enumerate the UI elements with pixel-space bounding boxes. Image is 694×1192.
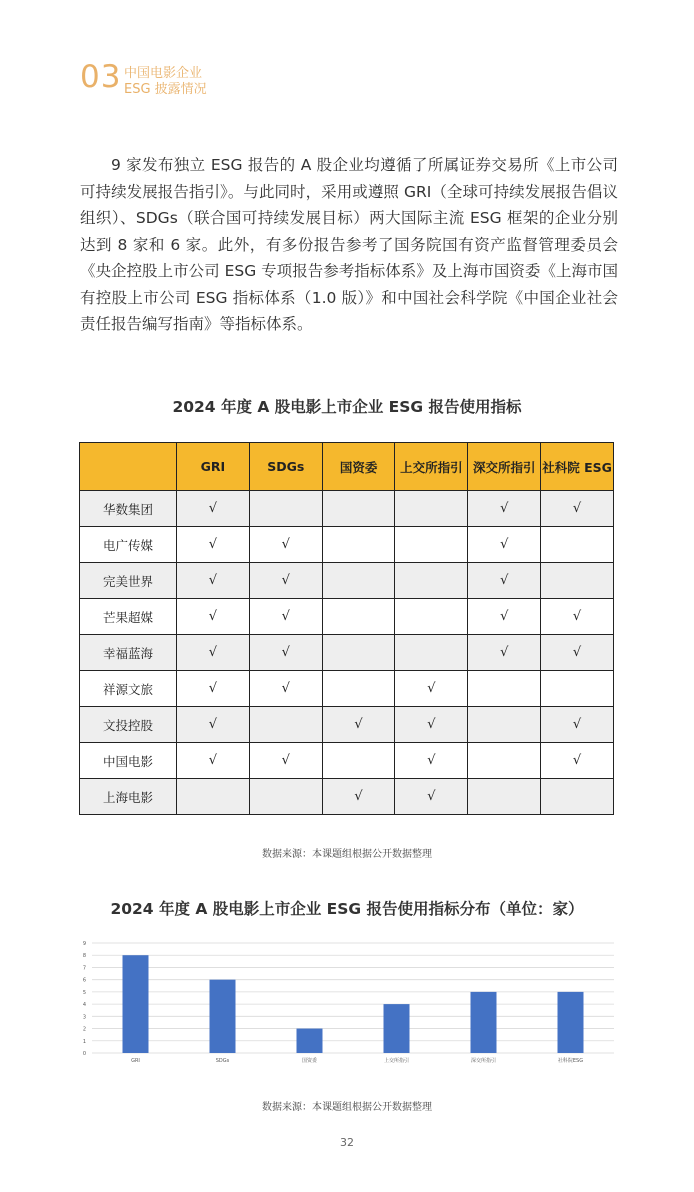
chapter-number: 03 xyxy=(80,59,122,95)
indicator-cell xyxy=(468,779,541,815)
indicator-cell: √ xyxy=(322,707,395,743)
indicator-cell: √ xyxy=(541,707,614,743)
table-header-cell: 社科院 ESG xyxy=(541,443,614,491)
indicator-cell xyxy=(249,779,322,815)
bar xyxy=(558,992,584,1053)
indicator-cell: √ xyxy=(177,527,250,563)
table-header-row xyxy=(80,443,614,491)
indicator-cell: √ xyxy=(468,599,541,635)
indicator-cell xyxy=(541,527,614,563)
x-tick-label: 上交所指引 xyxy=(383,1058,410,1064)
indicator-cell: √ xyxy=(468,491,541,527)
company-name-cell: 华数集团 xyxy=(80,491,177,527)
bar xyxy=(297,1029,323,1053)
company-name-cell: 中国电影 xyxy=(80,743,177,779)
chapter-title-line2: ESG 披露情况 xyxy=(124,82,207,97)
table-row xyxy=(80,671,614,707)
indicator-cell: √ xyxy=(177,743,250,779)
y-tick-label: 5 xyxy=(82,989,86,996)
indicator-table xyxy=(79,442,614,815)
indicator-cell xyxy=(468,707,541,743)
indicator-cell: √ xyxy=(177,707,250,743)
chart-source-note: 数据来源：本课题组根据公开数据整理 xyxy=(262,1102,432,1113)
table-header-cell: SDGs xyxy=(249,443,322,491)
indicator-cell xyxy=(322,527,395,563)
bar xyxy=(123,955,149,1053)
indicator-cell xyxy=(395,491,468,527)
indicator-cell: √ xyxy=(395,671,468,707)
table-row xyxy=(80,527,614,563)
bar xyxy=(471,992,497,1053)
indicator-cell xyxy=(468,743,541,779)
y-tick-label: 1 xyxy=(82,1038,86,1045)
indicator-cell xyxy=(322,635,395,671)
chart-title: 2024 年度 A 股电影上市企业 ESG 报告使用指标分布（单位：家） xyxy=(110,900,584,918)
table-row xyxy=(80,779,614,815)
table-header-cell: 国资委 xyxy=(322,443,395,491)
indicator-cell: √ xyxy=(541,599,614,635)
indicator-cell: √ xyxy=(395,779,468,815)
indicator-cell xyxy=(395,527,468,563)
indicator-cell: √ xyxy=(541,635,614,671)
company-name-cell: 上海电影 xyxy=(80,779,177,815)
indicator-cell xyxy=(249,707,322,743)
y-tick-label: 6 xyxy=(82,977,86,984)
indicator-cell: √ xyxy=(541,743,614,779)
indicator-cell: √ xyxy=(249,599,322,635)
indicator-cell: √ xyxy=(177,491,250,527)
y-tick-label: 9 xyxy=(82,941,86,947)
indicator-cell: √ xyxy=(177,563,250,599)
x-tick-label: SDGs xyxy=(215,1058,230,1064)
table-source-note: 数据来源：本课题组根据公开数据整理 xyxy=(262,849,432,860)
indicator-cell: √ xyxy=(468,563,541,599)
indicator-cell xyxy=(395,599,468,635)
page-number: 32 xyxy=(340,1136,354,1149)
indicator-cell xyxy=(395,635,468,671)
indicator-cell xyxy=(322,743,395,779)
indicator-cell: √ xyxy=(249,743,322,779)
y-tick-label: 7 xyxy=(82,965,86,972)
company-name-cell: 祥源文旅 xyxy=(80,671,177,707)
y-tick-label: 0 xyxy=(82,1051,86,1057)
table-row xyxy=(80,743,614,779)
indicator-cell: √ xyxy=(541,491,614,527)
company-name-cell: 芒果超媒 xyxy=(80,599,177,635)
bar-chart xyxy=(78,937,618,1067)
indicator-cell: √ xyxy=(468,635,541,671)
table-header-cell: 深交所指引 xyxy=(468,443,541,491)
y-tick-label: 3 xyxy=(82,1014,86,1021)
indicator-cell: √ xyxy=(249,635,322,671)
x-tick-label: 国资委 xyxy=(301,1058,318,1064)
indicator-cell: √ xyxy=(395,743,468,779)
x-tick-label: 社科院ESG xyxy=(557,1058,584,1064)
indicator-cell xyxy=(322,671,395,707)
indicator-cell: √ xyxy=(468,527,541,563)
table-header-cell: 上交所指引 xyxy=(395,443,468,491)
chapter-title-line1: 中国电影企业 xyxy=(124,66,203,81)
indicator-cell: √ xyxy=(249,563,322,599)
company-name-cell: 电广传媒 xyxy=(80,527,177,563)
table-header-cell: GRI xyxy=(177,443,250,491)
table-row xyxy=(80,491,614,527)
indicator-cell xyxy=(322,563,395,599)
indicator-cell: √ xyxy=(249,671,322,707)
body-paragraph: 9 家发布独立 ESG 报告的 A 股企业均遵循了所属证券交易所《上市公司可持续发展报告指引》。与此同时，采用或遵照 GRI（全球可持续发展报告倡议组织）、SDGs（联合国可持续发展目标）两大国际主流 ESG 框架的企业分别达到 8 家和 6 家。此外，有多份报告参考了国务院国有资产监督管理委员会《央企控股上市公司 ESG 专项报告参考指标体系》及上海市国资委《上海市国有控股上市公司 ESG 指标体系（1.0 版）》和中国社会科学院《中国企业社会责任报告编写指南》等指标体系。 xyxy=(80,156,618,333)
table-title: 2024 年度 A 股电影上市企业 ESG 报告使用指标 xyxy=(172,398,522,416)
indicator-cell: √ xyxy=(177,599,250,635)
x-tick-label: 深交所指引 xyxy=(470,1058,497,1064)
table-row xyxy=(80,599,614,635)
table-row xyxy=(80,635,614,671)
indicator-cell xyxy=(541,779,614,815)
bar xyxy=(210,980,236,1053)
indicator-cell: √ xyxy=(395,707,468,743)
y-tick-label: 4 xyxy=(82,1002,86,1009)
indicator-cell xyxy=(541,563,614,599)
company-name-cell: 文投控股 xyxy=(80,707,177,743)
bar xyxy=(384,1004,410,1053)
indicator-cell xyxy=(177,779,250,815)
table-row xyxy=(80,563,614,599)
indicator-cell: √ xyxy=(177,671,250,707)
indicator-cell xyxy=(322,599,395,635)
table-row xyxy=(80,707,614,743)
table-header-cell xyxy=(80,443,177,491)
indicator-cell: √ xyxy=(249,527,322,563)
y-tick-label: 2 xyxy=(82,1026,86,1033)
indicator-cell xyxy=(395,563,468,599)
x-tick-label: GRI xyxy=(131,1058,140,1064)
company-name-cell: 完美世界 xyxy=(80,563,177,599)
indicator-cell: √ xyxy=(322,779,395,815)
indicator-cell: √ xyxy=(177,635,250,671)
company-name-cell: 幸福蓝海 xyxy=(80,635,177,671)
indicator-cell xyxy=(541,671,614,707)
indicator-cell xyxy=(322,491,395,527)
indicator-cell xyxy=(249,491,322,527)
y-tick-label: 8 xyxy=(82,953,86,960)
indicator-cell xyxy=(468,671,541,707)
